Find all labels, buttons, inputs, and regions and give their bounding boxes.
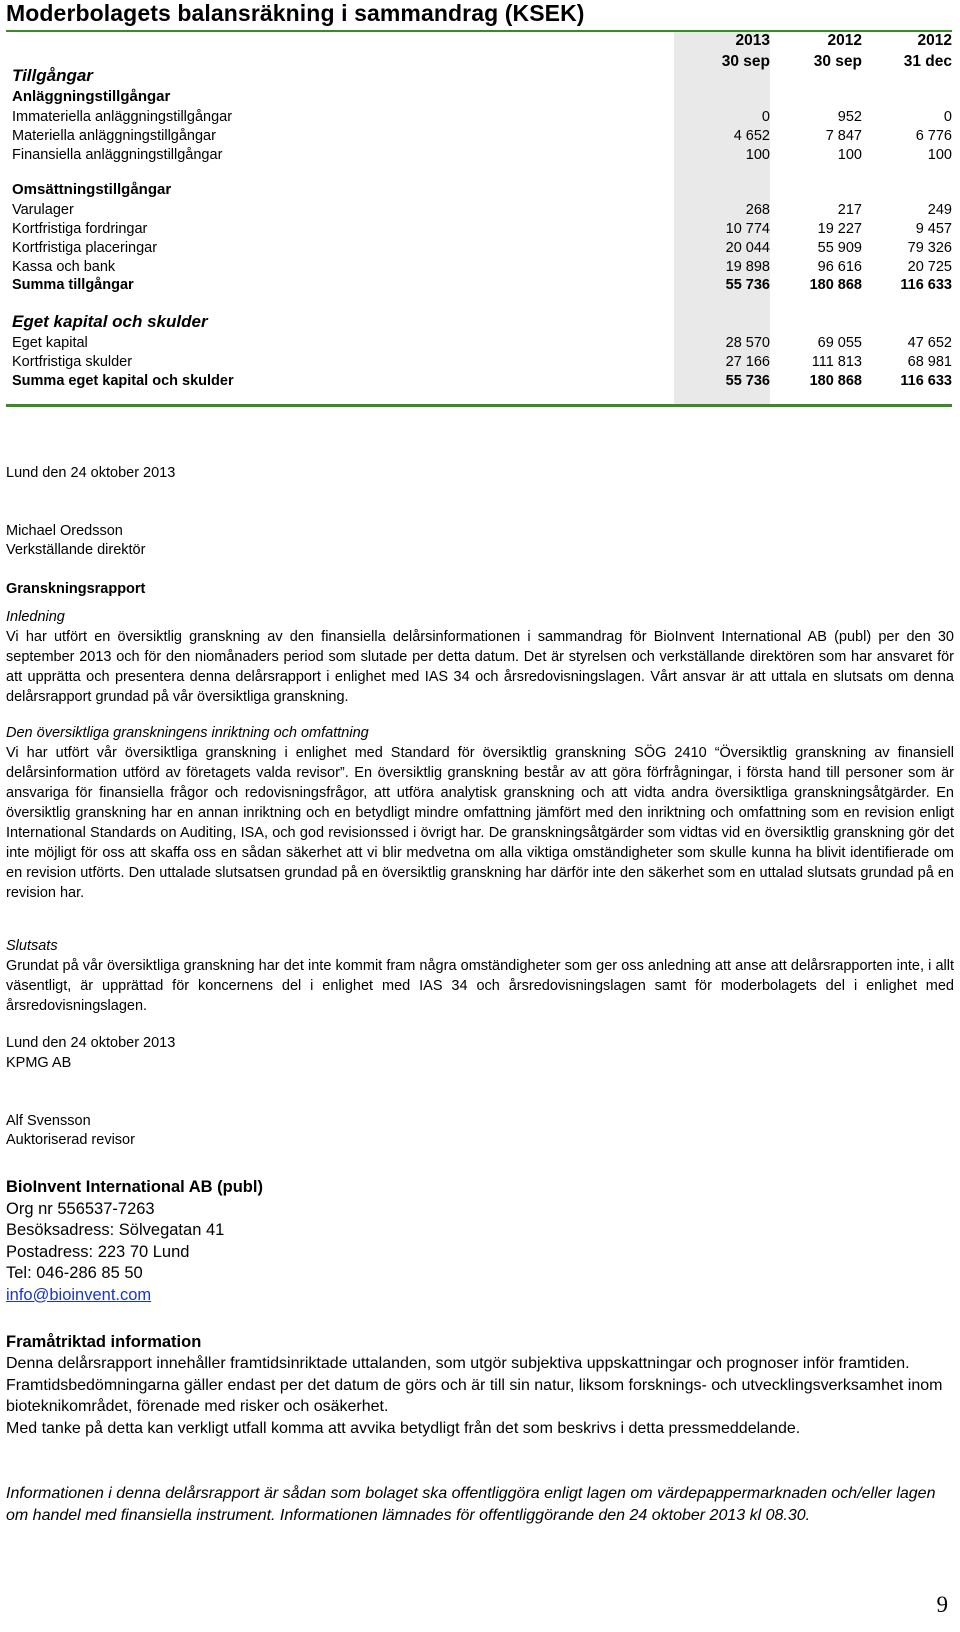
column-date: 30 sep [721, 53, 770, 70]
cell-value: 0 [943, 109, 952, 125]
cell-value: 55 736 [725, 373, 770, 389]
phone: Tel: 046-286 85 50 [6, 1264, 143, 1282]
conclusion-paragraph: Grundat på vår översiktliga granskning har det inte kommit fram några omständigheter som ger oss anledning att anse att delårsrapporten inte, i allt väsentligt, är upprättad för koncernens del i enlighet med IAS 34 och årsredovisningslagen samt för moderbolagets del i enlighet med årsredovisningslagen. [6, 958, 954, 1014]
audit-firm: KPMG AB [6, 1055, 72, 1071]
column-year: 2012 [827, 32, 862, 49]
row-label: Summa eget kapital och skulder [12, 373, 234, 389]
row-label: Kassa och bank [12, 259, 116, 275]
cell-value: 55 736 [725, 277, 770, 293]
cell-value: 116 633 [900, 373, 952, 389]
equity-heading: Eget kapital och skulder [12, 312, 208, 331]
column-year: 2013 [735, 32, 770, 49]
current-assets-heading: Omsättningstillgångar [12, 181, 172, 198]
table-row [6, 238, 952, 258]
row-label: Eget kapital [12, 335, 88, 351]
row-label: Finansiella anläggningstillgångar [12, 147, 223, 163]
column-header-2012-sep [766, 30, 862, 72]
table-row [6, 333, 952, 353]
column-header-2013-sep [674, 30, 770, 72]
auditor-role: Auktoriserad revisor [6, 1132, 135, 1148]
column-year: 2012 [917, 32, 952, 49]
table-row [6, 107, 952, 127]
signature-place-date: Lund den 24 oktober 2013 [6, 465, 176, 481]
forward-looking-heading: Framåtriktad information [6, 1333, 202, 1351]
forward-looking-note: Med tanke på detta kan verkligt utfall komma att avvika betydligt från det som beskrivs i detta pressmeddelande. [6, 1420, 801, 1437]
cell-value: 20 044 [725, 240, 770, 256]
scope-heading: Den översiktliga granskningens inriktning och omfattning [6, 725, 369, 741]
cell-value: 96 616 [817, 259, 862, 275]
cell-value: 9 457 [915, 221, 952, 237]
company-name: BioInvent International AB (publ) [6, 1178, 263, 1196]
postal-address: Postadress: 223 70 Lund [6, 1242, 190, 1261]
auditor-name: Alf Svensson [6, 1113, 91, 1129]
row-label: Kortfristiga skulder [12, 354, 133, 370]
cell-value: 19 227 [817, 221, 862, 237]
email-link[interactable]: info@bioinvent.com [6, 1285, 152, 1304]
cell-value: 952 [837, 109, 862, 125]
cell-value: 4 652 [733, 128, 770, 144]
total-assets-row [6, 275, 952, 295]
cell-value: 69 055 [817, 335, 862, 351]
table-row [6, 219, 952, 239]
cell-value: 7 847 [825, 128, 862, 144]
table-row [6, 352, 952, 372]
cell-value: 0 [761, 109, 770, 125]
cell-value: 249 [927, 202, 952, 218]
intro-paragraph: Vi har utfört en översiktlig granskning av den finansiella delårsinformationen i sammandrag för BioInvent International AB (publ) per den 30 september 2013 och för den niomånaders period som slutade per detta datum. Det är styrelsen och verkställande direktören som har ansvaret för att upprätta och presentera denna delårsrapport i enlighet med IAS 34 och årsredovisningslagen. Vårt ansvar är att uttala en slutsats om denna delårsrapport grundad på vår översiktliga granskning. [6, 629, 954, 705]
cell-value: 10 774 [725, 221, 770, 237]
cell-value: 28 570 [725, 335, 770, 351]
cell-value: 55 909 [817, 240, 862, 256]
conclusion-heading: Slutsats [6, 938, 58, 954]
cell-value: 100 [927, 147, 952, 163]
audit-place-date: Lund den 24 oktober 2013 [6, 1035, 176, 1051]
cell-value: 100 [745, 147, 770, 163]
table-row [6, 257, 952, 277]
column-date: 30 sep [813, 53, 862, 70]
row-label: Kortfristiga fordringar [12, 221, 148, 237]
page-title: Moderbolagets balansräkning i sammandrag (KSEK) [6, 0, 585, 26]
row-label: Immateriella anläggningstillgångar [12, 109, 233, 125]
cell-value: 180 868 [809, 277, 862, 293]
company-contact [6, 1177, 263, 1306]
cell-value: 19 898 [725, 259, 770, 275]
cell-value: 47 652 [907, 335, 952, 351]
cell-value: 116 633 [900, 277, 952, 293]
cell-value: 180 868 [809, 373, 862, 389]
cell-value: 100 [837, 147, 862, 163]
table-row [6, 126, 952, 146]
cell-value: 79 326 [907, 240, 952, 256]
cell-value: 20 725 [907, 259, 952, 275]
cell-value: 268 [745, 202, 770, 218]
review-report-heading: Granskningsrapport [6, 581, 146, 597]
signatory-name: Michael Oredsson [6, 523, 123, 539]
column-header-2012-dec [856, 30, 952, 72]
scope-paragraph: Vi har utfört vår översiktliga granskning i enlighet med Standard för översiktlig granskning SÖG 2410 “Översiktlig granskning av finansiell delårsinformation utförd av företagets valda revisor”. En översiktlig granskning består av att göra förfrågningar, i första hand till personer som är ansvariga för finansiella frågor och redovisningsfrågor, att utföra analytisk granskning och att vidta andra översiktliga granskningsåtgärder. En översiktlig granskning har en annan inriktning och en betydligt mindre omfattning jämfört med den inriktning och omfattning som en revision enligt International Standards on Auditing, ISA, och god revisionssed i övrigt har. De granskningsåtgärder som vidtas vid en översiktlig granskning gör det inte möjligt för oss att skaffa oss en sådan säkerhet att vi blir medvetna om alla viktiga omständigheter som skulle kunna ha blivit identifierade om en revision utförts. Den uttalade slutsatsen grundad på en översiktlig granskning har därför inte den säkerhet som en uttalad slutsats grundad på en revision har. [6, 745, 954, 901]
cell-value: 68 981 [907, 354, 952, 370]
fixed-assets-heading: Anläggningstillgångar [12, 88, 171, 105]
row-label: Varulager [12, 202, 74, 218]
signatory-role: Verkställande direktör [6, 542, 146, 558]
cell-value: 217 [837, 202, 862, 218]
row-label: Materiella anläggningstillgångar [12, 128, 216, 144]
total-equity-liabilities-row [6, 371, 952, 391]
intro-heading: Inledning [6, 609, 65, 625]
column-date: 31 dec [903, 53, 952, 70]
cell-value: 6 776 [915, 128, 952, 144]
row-label: Summa tillgångar [12, 277, 134, 293]
table-row [6, 200, 952, 220]
disclosure-notice: Informationen i denna delårsrapport är sådan som bolaget ska offentliggöra enligt lagen om värdepappermarknaden och/eller lagen om handel med finansiella instrument. Informationen lämnades för offentliggörande den 24 oktober 2013 kl 08.30. [6, 1485, 936, 1524]
cell-value: 27 166 [725, 354, 770, 370]
row-label: Kortfristiga placeringar [12, 240, 158, 256]
page-number: 9 [936, 1592, 948, 1617]
visiting-address: Besöksadress: Sölvegatan 41 [6, 1221, 225, 1239]
forward-looking-paragraph: Denna delårsrapport innehåller framtidsinriktade uttalanden, som utgör subjektiva uppskattningar och prognoser inför framtiden. Framtidsbedömningarna gäller endast per det datum de görs och är till sin natur, liksom forsknings- och utvecklingsverksamhet inom bioteknikområdet, förenade med risker och osäkerhet. [6, 1355, 943, 1415]
table-bottom-rule [6, 404, 952, 407]
org-number: Org nr 556537-7263 [6, 1199, 155, 1218]
assets-heading: Tillgångar [12, 66, 93, 85]
cell-value: 111 813 [811, 354, 862, 370]
table-row [6, 145, 952, 165]
